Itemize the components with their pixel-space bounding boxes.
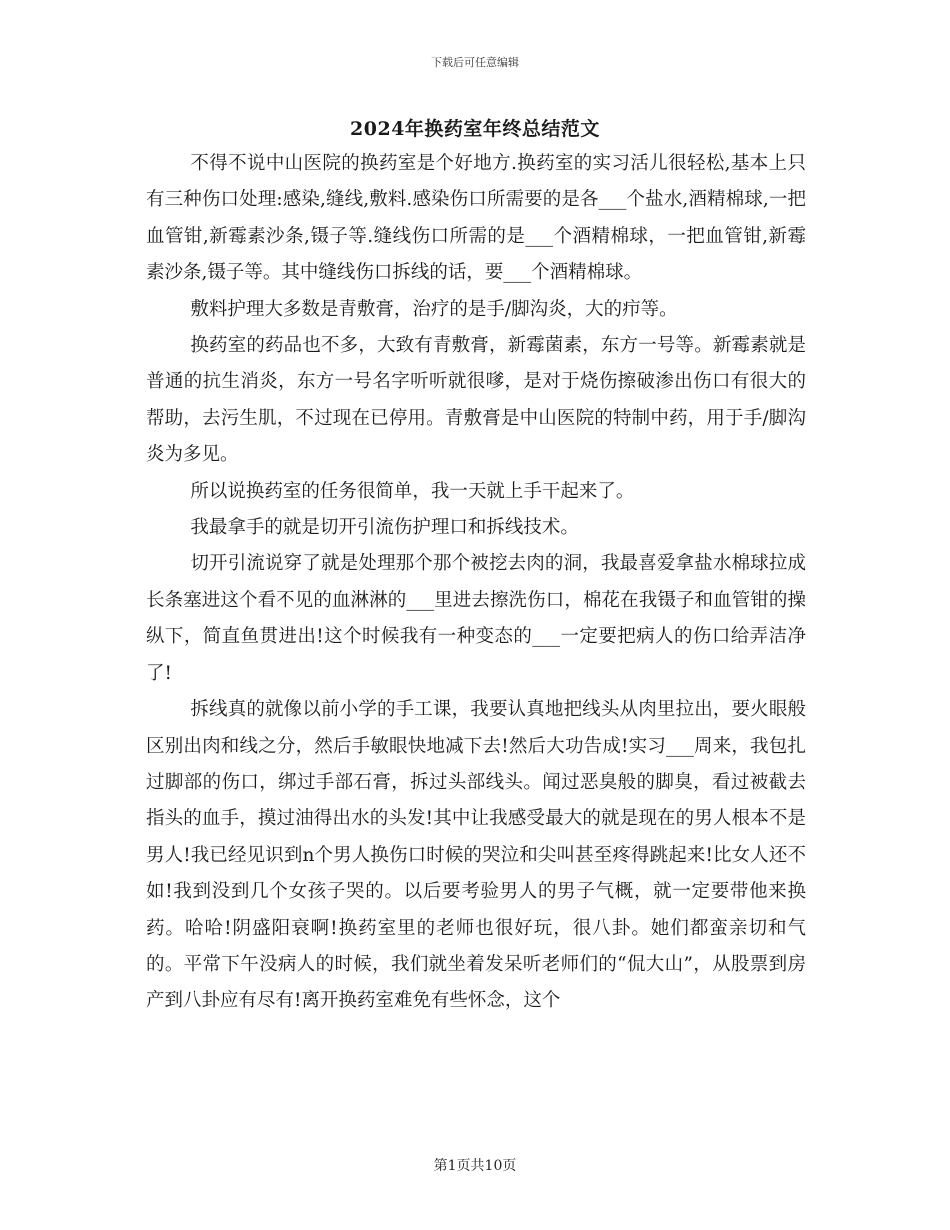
paragraph-7: 拆线真的就像以前小学的手工课，我要认真地把线头从肉里拉出，要火眼般区别出肉和线之分，然后手敏眼快地减下去!然后大功告成!实习___周来，我包扎过脚部的伤口，绑过手部石膏，拆过头部线头。闻过恶臭般的脚臭，看过被截去指头的血手，摸过油得出水的头发!其中让我感受最大的就是现在的男人根本不是男人!我已经见识到n个男人换伤口时候的哭泣和尖叫甚至疼得跳起来!比女人还不如!我到没到几个女孩子哭的。以后要考验男人的男子气概，就一定要带他来换药。哈哈!阴盛阳衰啊!换药室里的老师也很好玩，很八卦。她们都蛮亲切和气的。平常下午没病人的时候，我们就坐着发呆听老师们的“侃大山”，从股票到房产到八卦应有尽有!离开换药室难免有些怀念，这个 <box>146 699 807 1012</box>
page-number: 第1页共10页 <box>433 1158 517 1174</box>
page-header-note: 下载后可任意编辑 <box>431 56 519 69</box>
paragraph-1: 不得不说中山医院的换药室是个好地方.换药室的实习活儿很轻松,基本上只有三种伤口处理:感染,缝线,敷料.感染伤口所需要的是各___个盐水,酒精棉球,一把血管钳,新霉素沙条,镊子等.缝线伤口所需的是___个酒精棉球，一把血管钳,新霉素沙条,镊子等。其中缝线伤口拆线的话，要___个酒精棉球。 <box>146 153 806 284</box>
paragraph-5: 我最拿手的就是切开引流伤护理口和拆线技术。 <box>190 517 579 539</box>
paragraph-6: 切开引流说穿了就是处理那个那个被挖去肉的洞，我最喜爱拿盐水棉球拉成长条塞进这个看不见的血淋淋的___里进去擦洗伤口，棉花在我镊子和血管钳的操纵下，简直鱼贯进出!这个时候我有一种变态的___一定要把病人的伤口给弄洁净了! <box>146 553 806 684</box>
document-title: 2024年换药室年终总结范文 <box>350 118 600 140</box>
paragraph-4: 所以说换药室的任务很简单，我一天就上手干起来了。 <box>190 480 635 502</box>
paragraph-2: 敷料护理大多数是青敷膏，治疗的是手/脚沟炎，大的疖等。 <box>190 298 678 320</box>
document-body <box>146 146 806 1020</box>
paragraph-3: 换药室的药品也不多，大致有青敷膏，新霉菌素，东方一号等。新霉素就是普通的抗生消炎，东方一号名字听听就很嗲，是对于烧伤擦破渗出伤口有很大的帮助，去污生肌，不过现在已停用。青敷膏是中山医院的特制中药，用于手/脚沟炎为多见。 <box>146 335 806 466</box>
